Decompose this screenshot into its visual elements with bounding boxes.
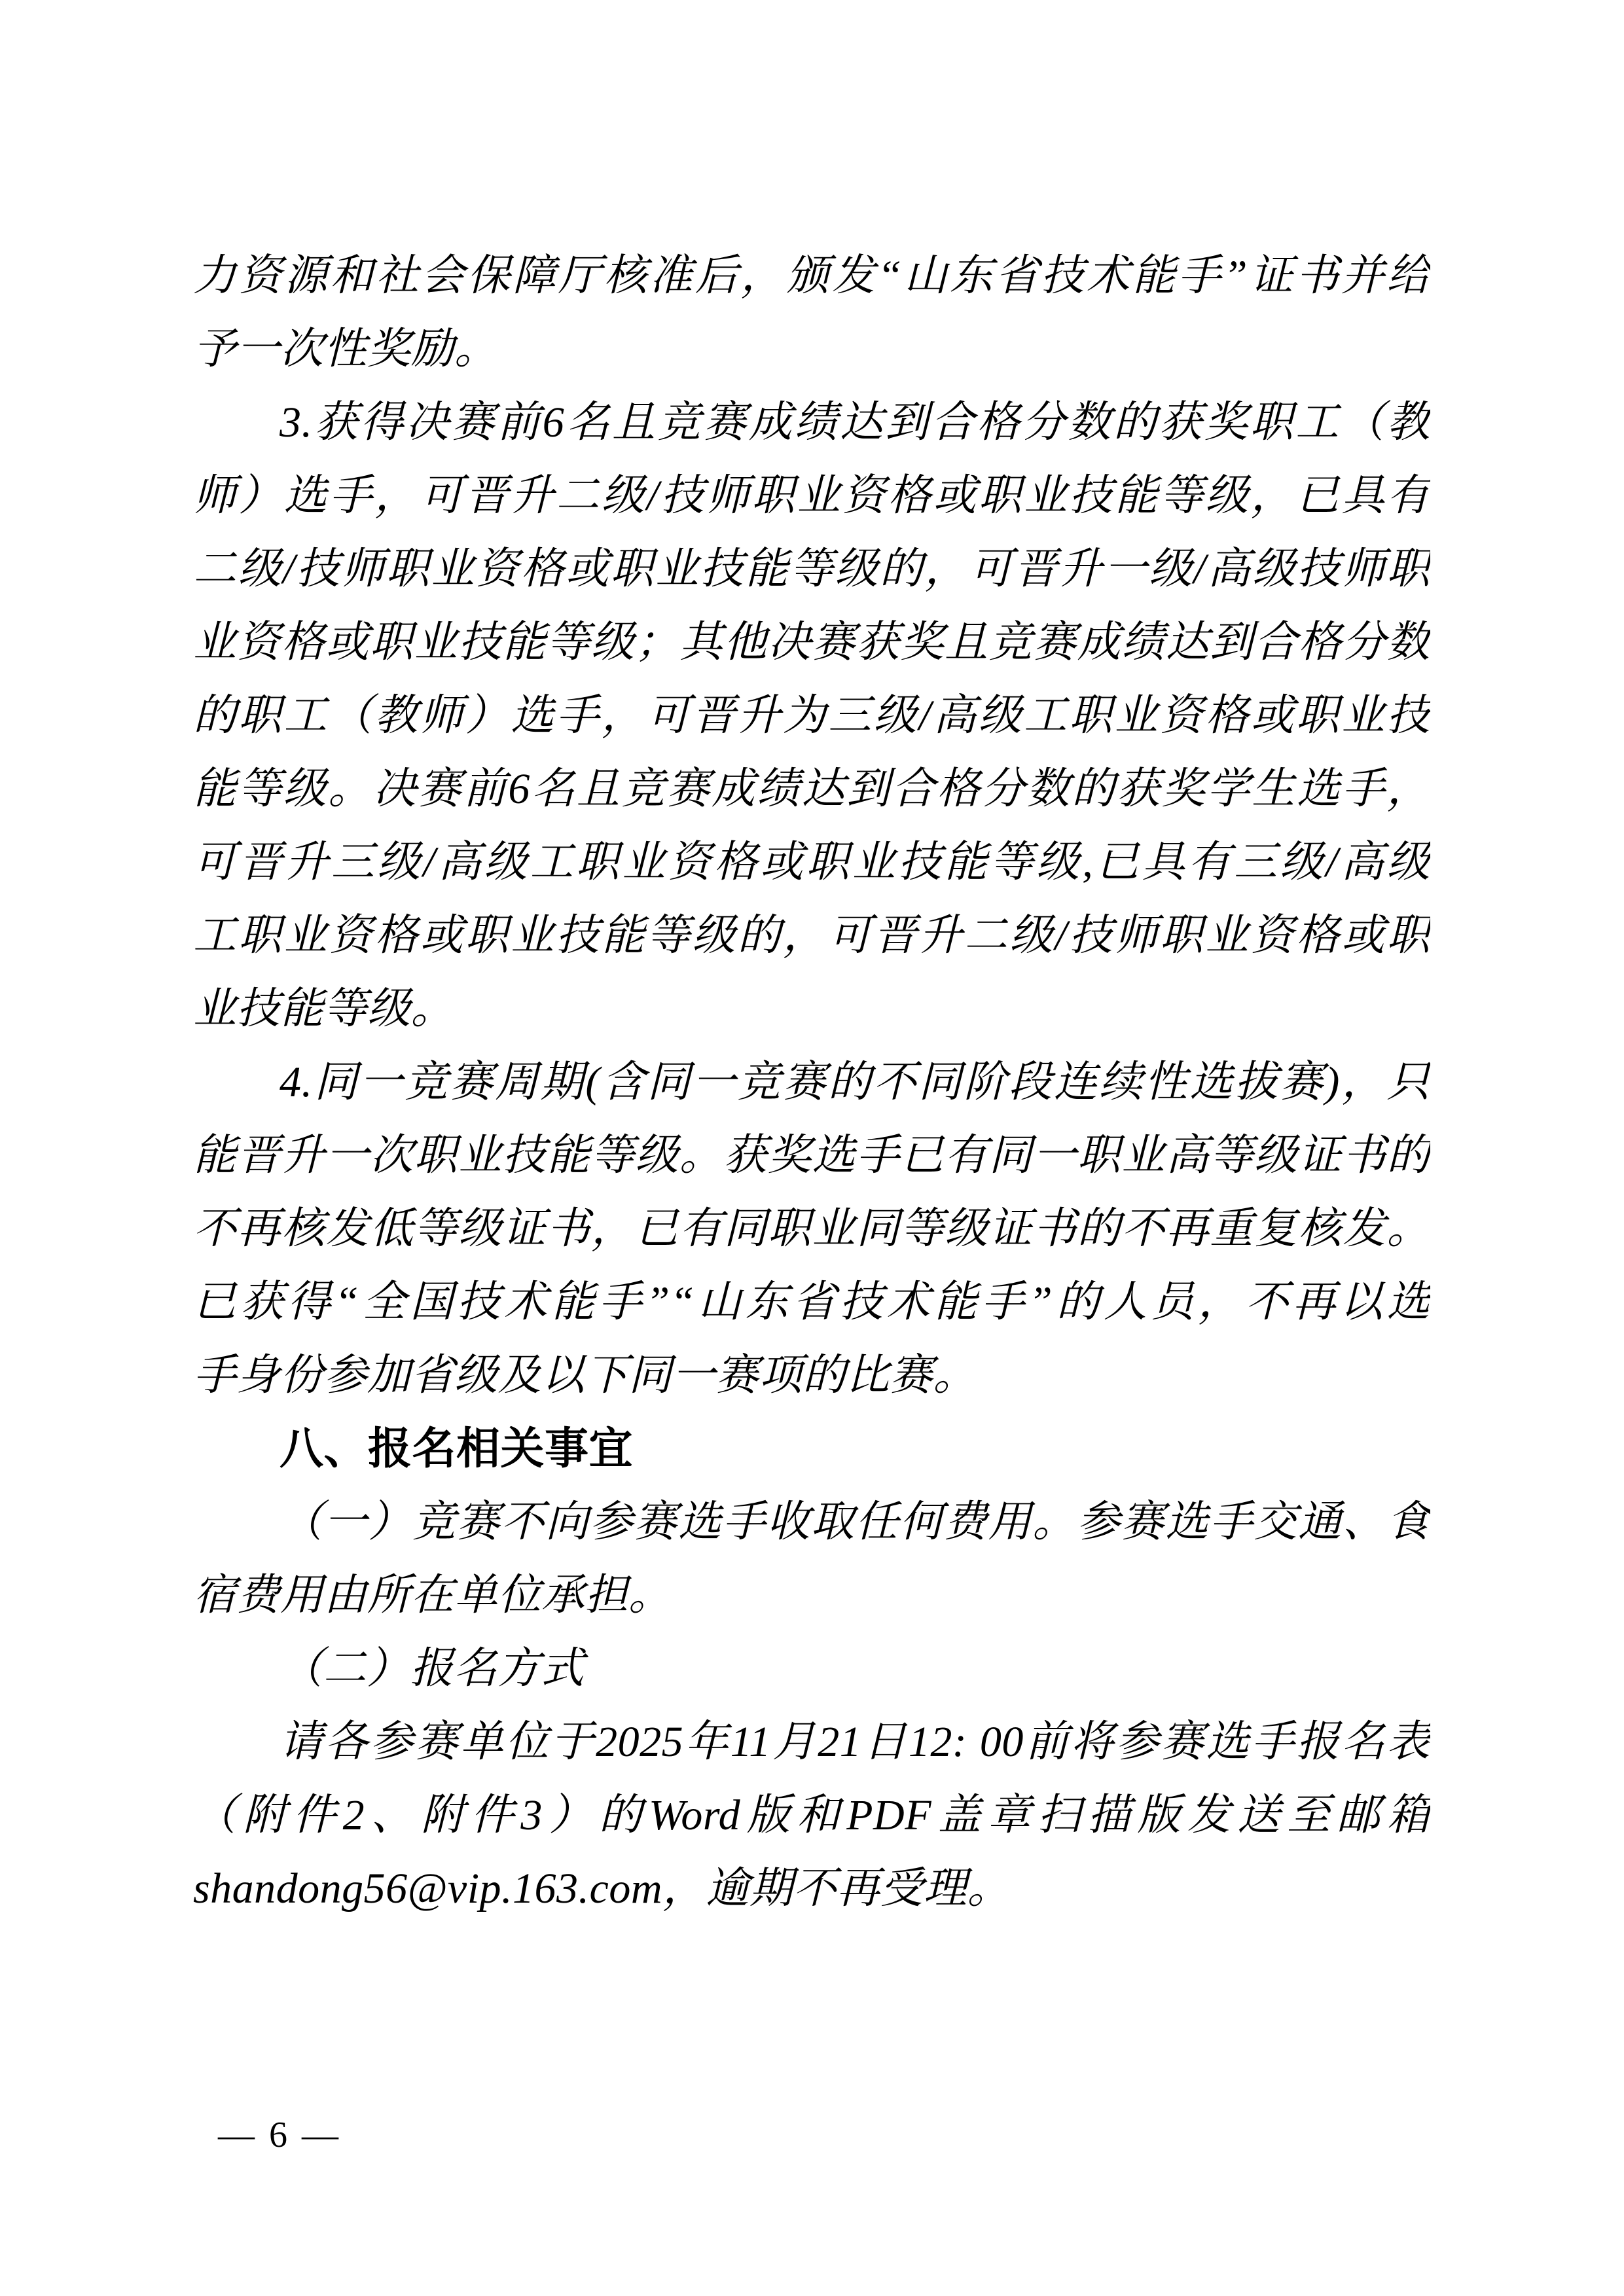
document-line: 能等级。决赛前6名且竞赛成绩达到合格分数的获奖学生选手， [193, 765, 1430, 813]
document-line: 已获得“全国技术能手”“山东省技术能手”的人员，不再以选 [193, 1278, 1430, 1326]
document-line: 师）选手，可晋升二级/技师职业资格或职业技能等级，已具有 [193, 472, 1430, 520]
document-line: 的职工（教师）选手，可晋升为三级/高级工职业资格或职业技 [193, 692, 1430, 740]
document-line: （附件2、附件3）的Word版和PDF盖章扫描版发送至邮箱 [193, 1791, 1430, 1839]
section-heading: 八、报名相关事宜 [280, 1424, 633, 1473]
document-line: 请各参赛单位于2025年11月21日12: 00前将参赛选手报名表 [280, 1718, 1430, 1766]
document-line: 能晋升一次职业技能等级。获奖选手已有同一职业高等级证书的 [193, 1132, 1430, 1179]
document-line: 二级/技师职业资格或职业技能等级的，可晋升一级/高级技师职 [193, 545, 1430, 593]
document-line: 4.同一竞赛周期(含同一竞赛的不同阶段连续性选拔赛)，只 [280, 1058, 1430, 1106]
document-line: shandong56@vip.163.com，逾期不再受理。 [193, 1865, 1011, 1912]
document-line: 力资源和社会保障厅核准后，颁发“山东省技术能手”证书并给 [193, 252, 1430, 300]
document-line: 工职业资格或职业技能等级的，可晋升二级/技师职业资格或职 [193, 912, 1430, 960]
document-line: 业技能等级。 [193, 985, 454, 1033]
document-line: 予一次性奖励。 [193, 325, 498, 373]
document-line: 业资格或职业技能等级；其他决赛获奖且竞赛成绩达到合格分数 [193, 619, 1430, 666]
document-line: 可晋升三级/高级工职业资格或职业技能等级,已具有三级/高级 [193, 838, 1430, 886]
page-number: — 6 — [218, 2115, 341, 2155]
document-line: 手身份参加省级及以下同一赛项的比赛。 [193, 1352, 977, 1399]
document-line: （一）竞赛不向参赛选手收取任何费用。参赛选手交通、食 [280, 1498, 1430, 1546]
document-line: 宿费用由所在单位承担。 [193, 1571, 672, 1619]
document-line: （二）报名方式 [280, 1645, 585, 1693]
document-body [193, 240, 1430, 1926]
document-line: 3.获得决赛前6名且竞赛成绩达到合格分数的获奖职工（教 [280, 399, 1430, 446]
document-line: 不再核发低等级证书，已有同职业同等级证书的不再重复核发。 [193, 1205, 1430, 1253]
